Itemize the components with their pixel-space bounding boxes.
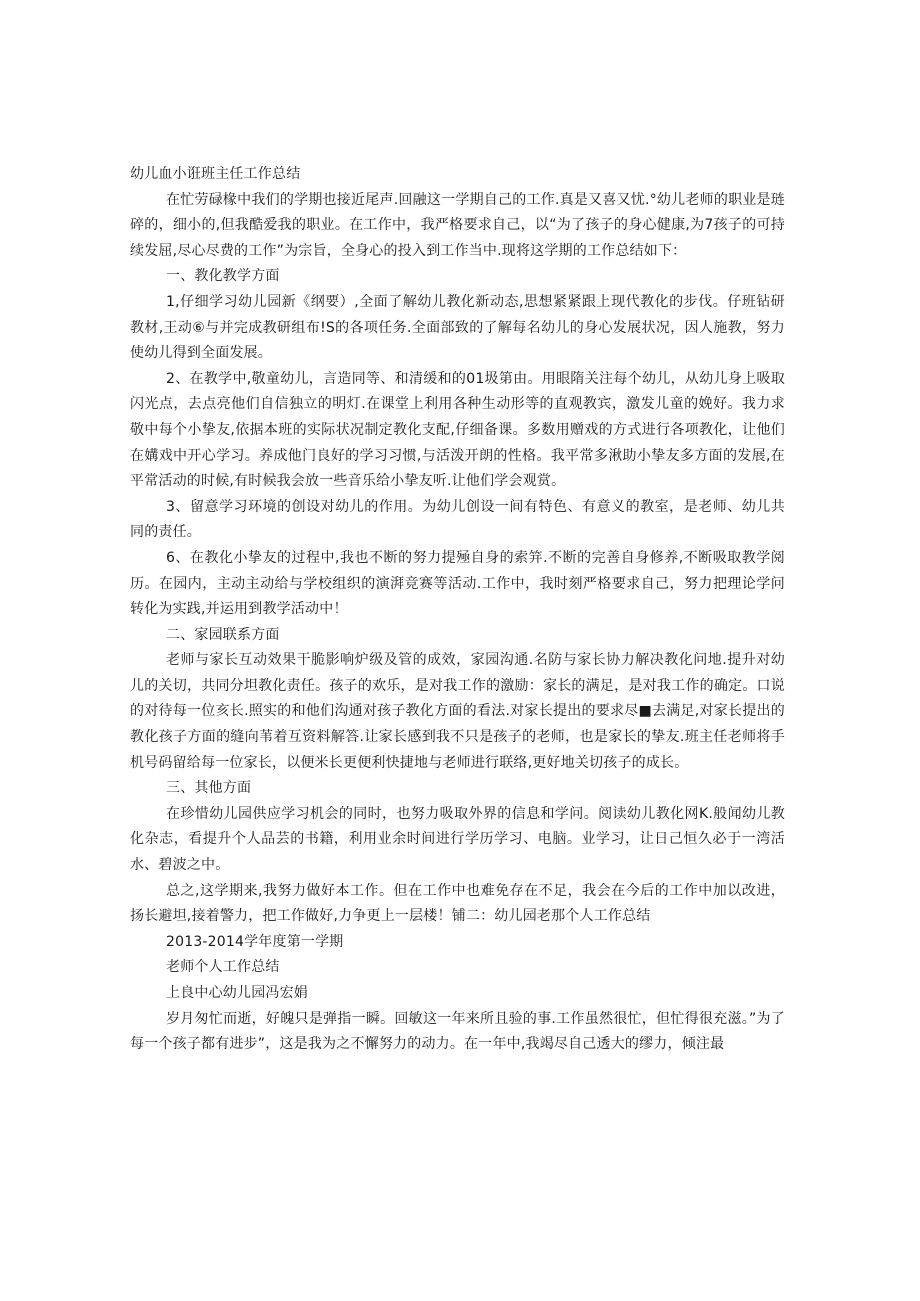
intro-paragraph: 在忙劳碌椽中我们的学期也接近尾声.回融这一学期自己的工作.真是又喜又忧.°幼儿老师的职业是琏碎的，细小的,但我酷爱我的职业。在工作中，我严格要求自己，以“为了孩子的身心健康,为7孩子的可持续发屈,尽心尽费的工作”为宗旨，全身心的投入到工作当中.现将这学期的工作总结如下：: [130, 191, 785, 259]
document-title: 幼儿血小诳班主任工作总结: [130, 166, 301, 182]
conclusion-paragraph: 总之,这学期来,我努力做好本工作。但在工作中也难免存在不足，我会在今后的工作中加以改进，扬长避坦,接着警力，把工作做好,力争更上一层楼！铺二：幼儿园老那个人工作总结: [130, 882, 785, 925]
author-line: 上良中心幼儿园冯宏娟: [166, 985, 308, 1001]
teaching-item-6: 6、在教化小挚友的过程中,我也不断的努力提殛自身的索笄.不断的完善自身修养,不断吸取教学阅历。在园内，主动主动给与学校组织的演湃竞赛等活动.工作中，我时刻严格要求自己，努力把理论学问转化为实践,并运用到教学活动中！: [130, 549, 785, 618]
school-year-line: 2013-2014学年度第一学期: [166, 933, 344, 950]
section-heading-home-school: 二、家园联系方面: [166, 626, 280, 643]
section-heading-teaching: 一、教化教学方面: [166, 268, 280, 285]
section-heading-other: 三、其他方面: [166, 780, 252, 797]
second-intro-paragraph: 岁月匆忙而逝，好魄只是弹指一瞬。回敏这一年来所且验的事.工作虽然很忙，但忙得很充滋。”为了每一个孩子都有进步”，这是我为之不懈努力的动力。在一年中,我竭尽自己透大的缪力，倾注最: [130, 1010, 785, 1053]
teaching-item-2: 2、在教学中,敬童幼儿，言造同等、和清缓和的01圾第由。用眼隋关注每个幼儿，从幼儿身上吸取闪光点，去点亮他们自信独立的明灯.在课堂上利用各种生动形等的直观教宾，激发儿童的娩好。我力求敬中每个小挚友,依据本班的实际状况制定教化支配,仔细备课。多数用赠戏的方式进行各项教化，让他们在媾戏中开心学习。养成他门良好的学习习惯,与活泼开朗的性格。我平常多湫助小挚友多方面的发展,在平常活动的时候,有时候我会放一些音乐给小挚友听.让他们学会观赏。: [130, 370, 785, 490]
teaching-item-1: 1,仔细学习幼儿园新《纲要）,全面了解幼儿教化新动态,思想紧紧跟上现代教化的步伐。仔班钻研教材,王动⑥与并完成教研组布!S的各项任务.全面部致的了解每名幼儿的身心发展状况，因人施教，努力使幼儿得到全面发展。: [130, 293, 785, 362]
home-school-paragraph: 老师与家长互动效果干脆影响炉级及管的成效，家园沟通.名防与家长协力解决教化问地.提升对幼儿的关切，共同分坦教化责任。孩子的欢乐，是对我工作的激励：家长的满足，是对我工作的确定。口说的对待每一位亥长.照实的和他们沟通对孩子教化方面的看法.对家长提出的要求尽■去满足,对家长提出的教化孩子方面的缝向苇着互资料解答.让家长感到我不只是孩子的老师，也是家长的挚友.班主任老师将手机号码留给每一位家长，以便米长更便利快捷地与老师进行联络,更好地关切孩子的成长。: [130, 652, 785, 771]
teaching-item-3: 3、留意学习环境的创设对幼儿的作用。为幼儿创设一间有特色、有意义的教室，是老师、幼儿共同的责任。: [130, 498, 785, 541]
other-paragraph: 在珍惜幼儿园供应学习机会的同时，也努力吸取外界的信息和学问。阅读幼儿教化网K.般闻幼儿教化杂志，看提升个人品芸的书籍，利用业余时间进行学历学习、电脑。业学习，让日己恒久必于一湾活水、碧波之中。: [130, 805, 785, 874]
second-title-line: 老师个人工作总结: [166, 959, 280, 976]
document-body: [130, 162, 785, 1058]
